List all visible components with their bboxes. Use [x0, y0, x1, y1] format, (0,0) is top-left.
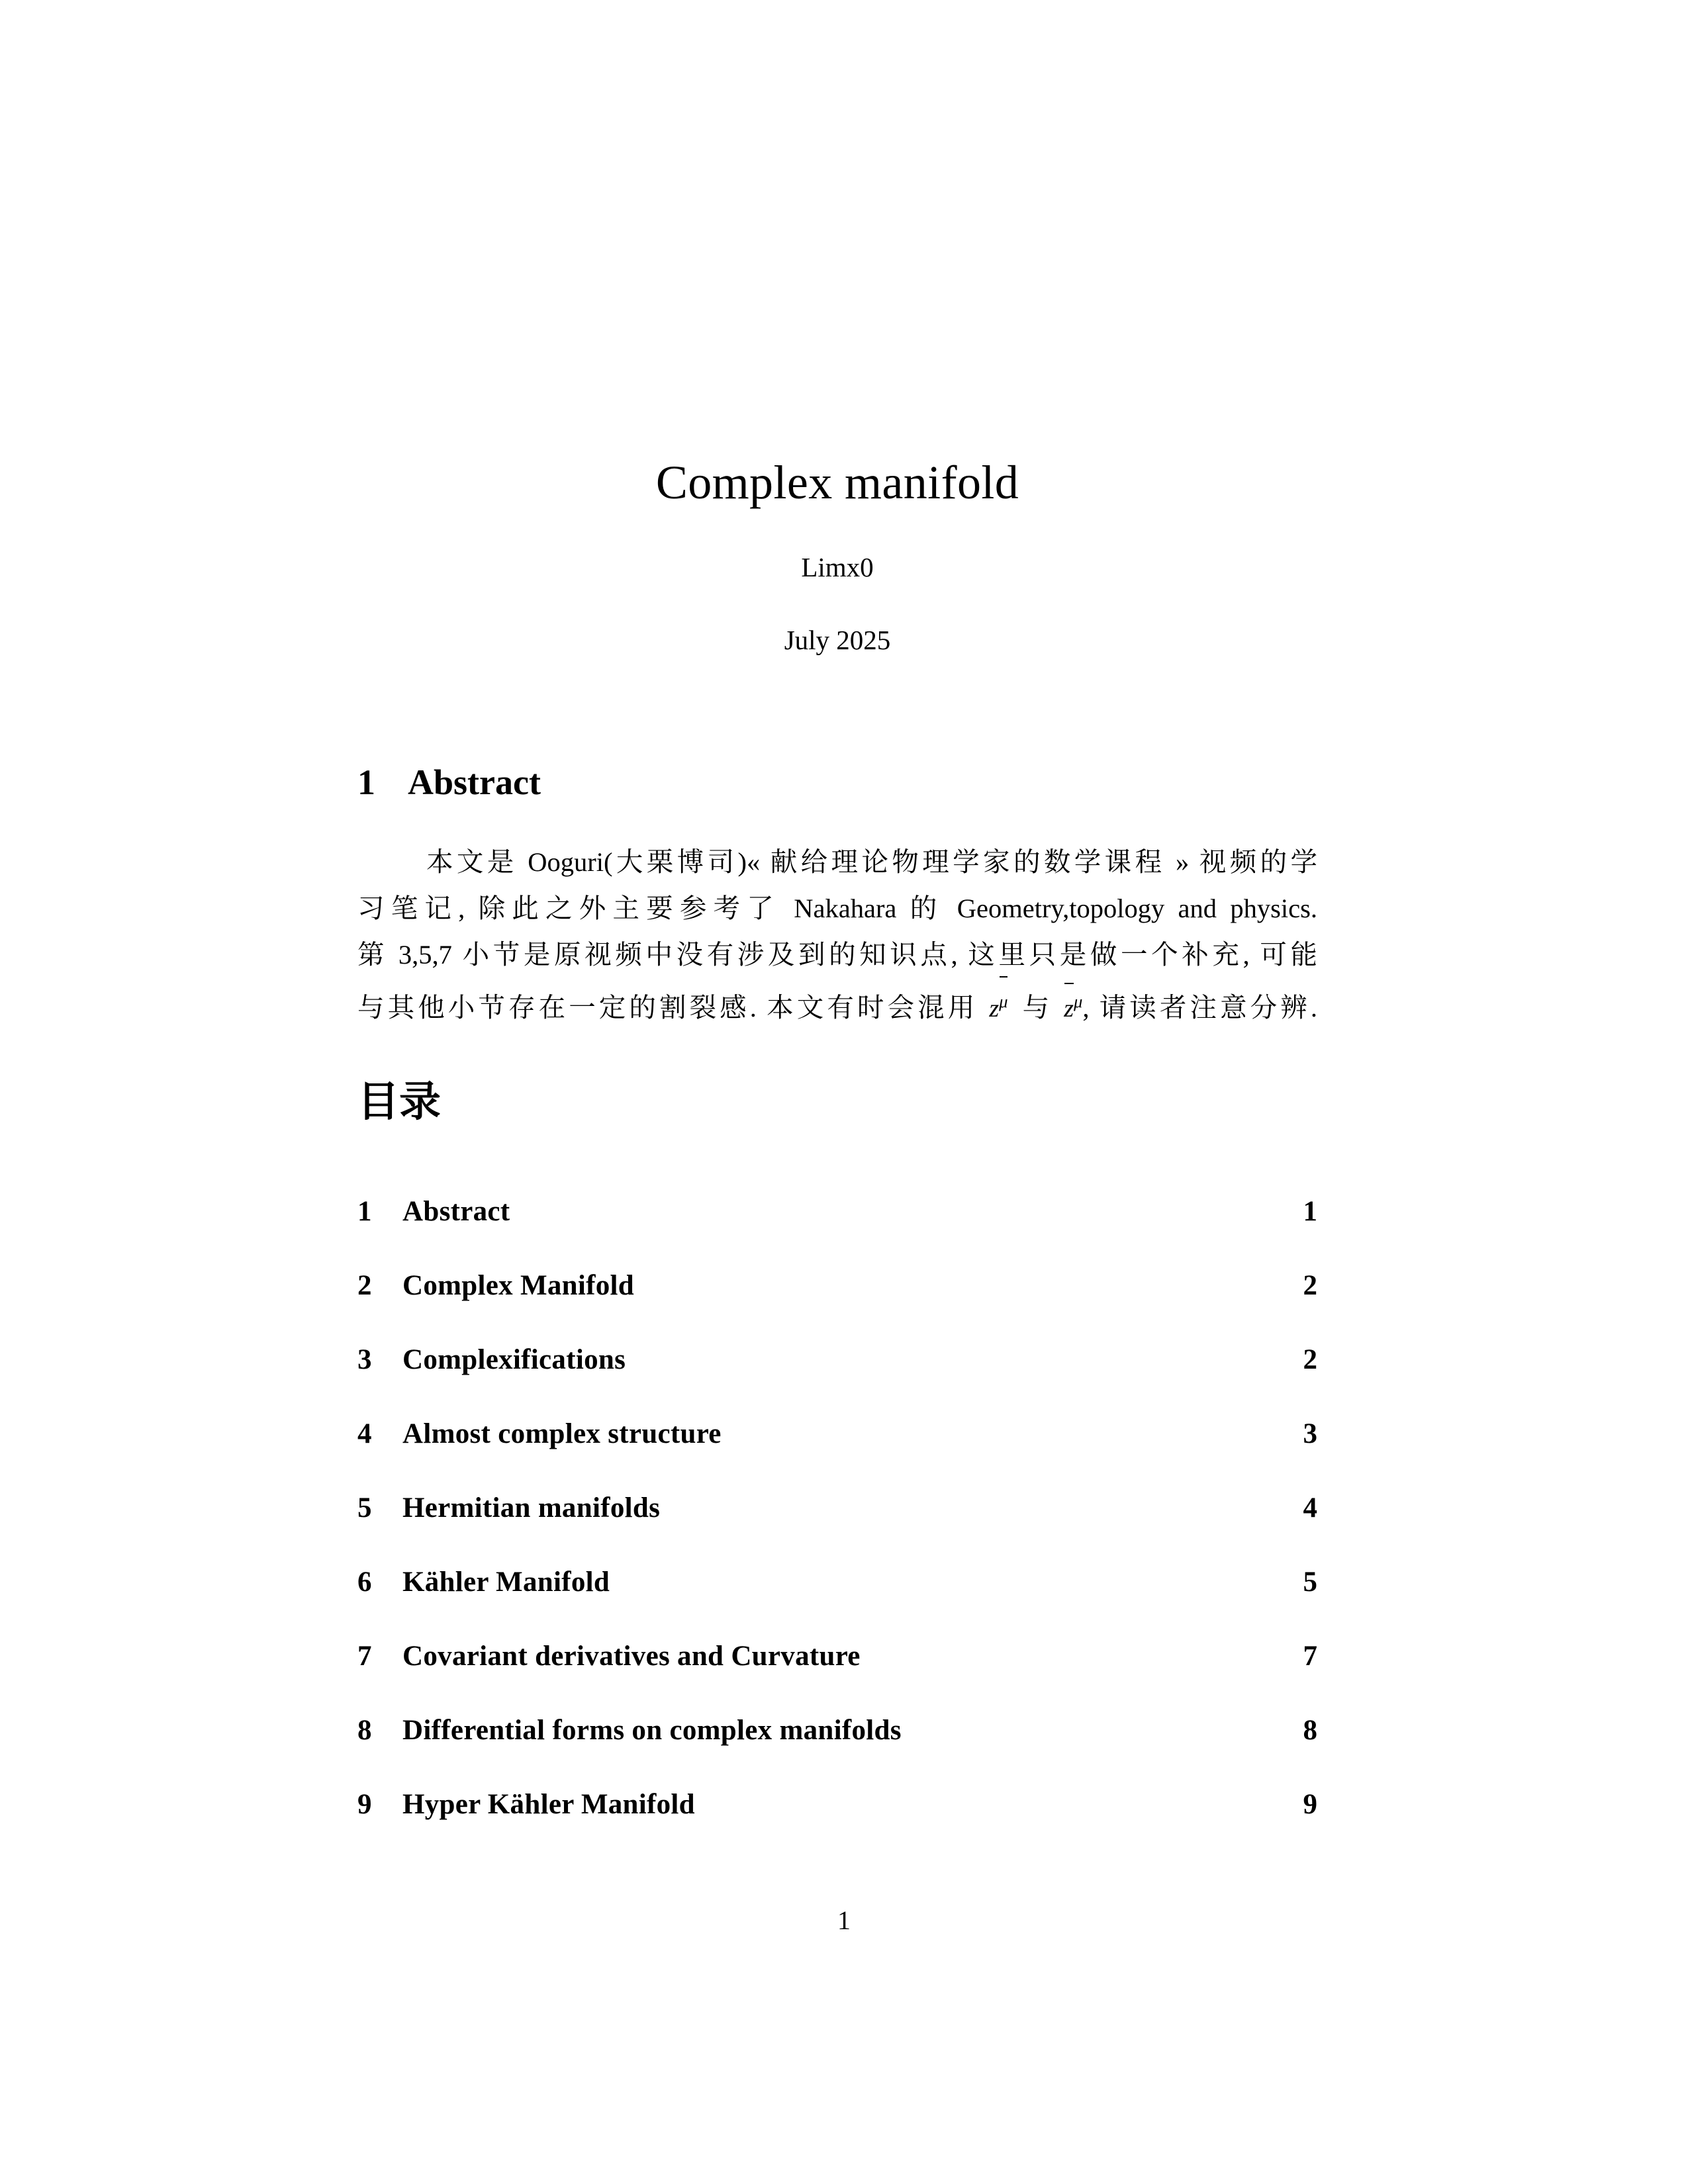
abstract-line-4-prefix: 与其他小节存在一定的割裂感. 本文有时会混用: [357, 992, 978, 1023]
section-number: 1: [357, 762, 375, 802]
toc-page-number: 5: [1303, 1567, 1317, 1598]
toc-entry-complex-manifold[interactable]: [357, 1249, 1317, 1323]
toc-page-number: 7: [1303, 1641, 1317, 1672]
toc-label: Differential forms on complex manifolds: [402, 1715, 902, 1746]
toc-number: 4: [357, 1418, 372, 1449]
abstract-line-3: 第 3,5,7 小节是原视频中没有涉及到的知识点, 这里只是做一个补充, 可能: [357, 940, 1317, 970]
toc-number: 7: [357, 1641, 372, 1672]
abstract-paragraph: [357, 839, 1317, 1032]
section-title: Abstract: [408, 762, 541, 802]
toc-label: Kähler Manifold: [402, 1567, 610, 1598]
abstract-line-4-suffix: , 请读者注意分辨.: [1082, 992, 1318, 1023]
toc-label: Hermitian manifolds: [402, 1492, 661, 1524]
toc-label: Abstract: [402, 1196, 510, 1227]
toc-entry-differential-forms-on-complex-manifolds[interactable]: [357, 1694, 1317, 1768]
toc-number: 9: [357, 1789, 372, 1820]
contents-heading: 目录: [357, 1079, 441, 1125]
toc-number: 3: [357, 1344, 372, 1375]
document-author: Limx0: [801, 552, 874, 583]
abstract-line-2: 习笔记, 除此之外主要参考了 Nakahara 的 Geometry,topology and physics.: [357, 893, 1317, 923]
math-z-mu-bar: [989, 978, 1008, 1032]
section-heading-abstract: [357, 764, 1317, 800]
toc-label: Hyper Kähler Manifold: [402, 1789, 695, 1820]
toc-number: 1: [357, 1196, 372, 1227]
title-block: [357, 457, 1317, 656]
toc-label: Complexifications: [402, 1344, 626, 1375]
toc-number: 6: [357, 1567, 372, 1598]
toc-label: Covariant derivatives and Curvature: [402, 1641, 861, 1672]
toc-entry-almost-complex-structure[interactable]: [357, 1397, 1317, 1471]
abstract-line-4-middle: 与: [1019, 992, 1053, 1023]
toc-entry-kahler-manifold[interactable]: [357, 1545, 1317, 1619]
math-superscript: μ: [1073, 991, 1083, 1011]
math-zbar-mu: [1064, 978, 1082, 1032]
toc-label: Complex Manifold: [402, 1270, 634, 1301]
toc-page-number: 9: [1303, 1789, 1317, 1820]
footer-page-number: 1: [837, 1905, 851, 1935]
toc-page-number: 2: [1303, 1344, 1317, 1375]
math-base: z: [989, 994, 1000, 1023]
toc-number: 8: [357, 1715, 372, 1746]
toc-page-number: 3: [1303, 1418, 1317, 1449]
toc-entry-abstract[interactable]: [357, 1175, 1317, 1249]
abstract-line-4: [357, 978, 1317, 1032]
toc-label: Almost complex structure: [402, 1418, 722, 1449]
toc-entry-covariant-derivatives-and-curvature[interactable]: [357, 1619, 1317, 1694]
toc-entry-complexifications[interactable]: [357, 1323, 1317, 1397]
toc-page-number: 2: [1303, 1270, 1317, 1301]
abstract-line-1: 本文是 Ooguri(大栗博司)« 献给理论物理学家的数学课程 » 视频的学: [426, 847, 1317, 877]
toc-entry-hermitian-manifolds[interactable]: [357, 1471, 1317, 1545]
toc-page-number: 1: [1303, 1196, 1317, 1227]
math-superscript: μ: [999, 978, 1008, 1024]
toc-page-number: 4: [1303, 1492, 1317, 1524]
toc-number: 5: [357, 1492, 372, 1524]
math-base: z: [1064, 985, 1074, 1032]
table-of-contents: [357, 1175, 1317, 1842]
toc-number: 2: [357, 1270, 372, 1301]
page-title: Complex manifold: [655, 456, 1019, 509]
toc-entry-hyper-kahler-manifold[interactable]: [357, 1768, 1317, 1842]
toc-page-number: 8: [1303, 1715, 1317, 1746]
document-date: July 2025: [784, 625, 891, 656]
